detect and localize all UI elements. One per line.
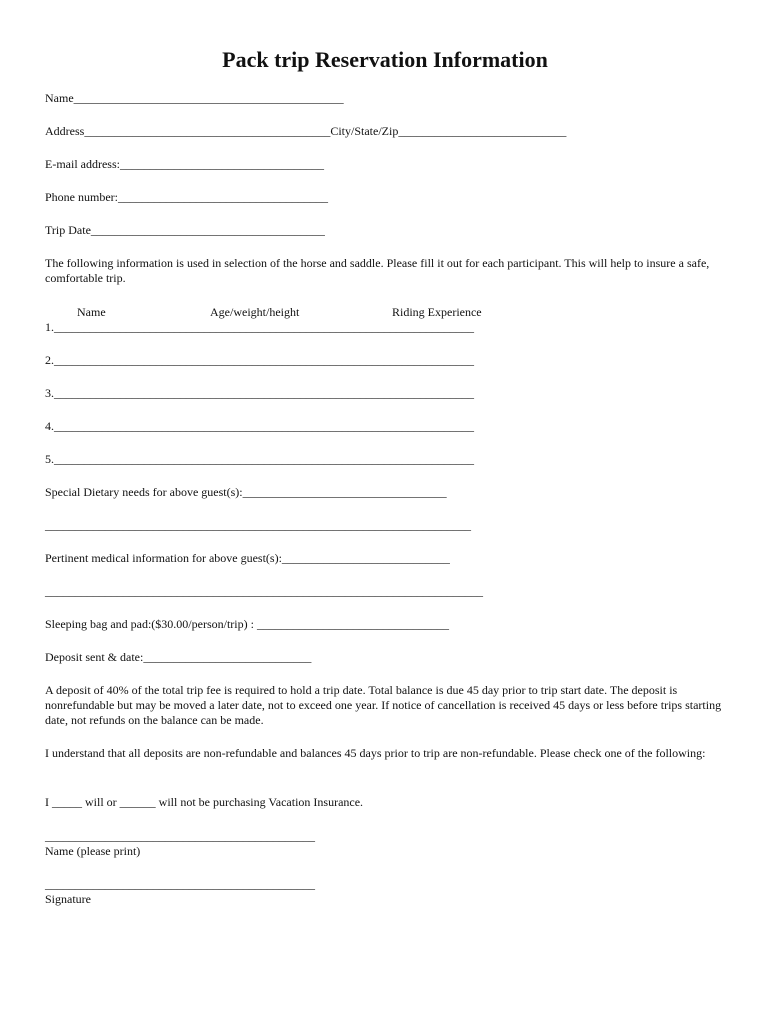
dietary-needs-extra-line[interactable]: _______________________________________________________________________ [45,518,471,532]
participant-row-3[interactable]: 3.______________________________________________________________________ [45,386,474,400]
form-title: Pack trip Reservation Information [222,47,548,72]
participant-row-5[interactable]: 5.______________________________________________________________________ [45,452,474,466]
participant-row-2[interactable]: 2.______________________________________________________________________ [45,353,474,367]
header-riding-experience: Riding Experience [392,305,482,319]
insurance-choice-line[interactable]: I _____ will or ______ will not be purchasing Vacation Insurance. [45,795,364,809]
sleeping-bag-field[interactable]: Sleeping bag and pad:($30.00/person/trip) : ________________________________ [45,617,449,631]
name-print-blank[interactable]: _____________________________________________ [45,829,315,843]
medical-info-extra-line[interactable]: _________________________________________________________________________ [45,584,483,598]
name-field[interactable]: Name_____________________________________________ [45,91,344,105]
signature-blank[interactable]: _____________________________________________ [45,877,315,891]
participant-row-1[interactable]: 1.______________________________________________________________________ [45,320,474,334]
trip-date-field[interactable]: Trip Date_______________________________________ [45,223,325,237]
nonrefundable-text: I understand that all deposits are non-refundable and balances 45 days prior to trip are non-refundable. Please check one of the following: [45,746,706,760]
deposit-policy-text: A deposit of 40% of the total trip fee is required to hold a trip date. Total balance is due 45 day prior to trip start date. The deposit is nonrefundable but may be moved a later date, not to exceed one year. If notice of cancellation is received 45 days or less before trips starting date, not refunds on the balance can be made. [45,683,722,727]
medical-info-field[interactable]: Pertinent medical information for above guest(s):____________________________ [45,551,450,565]
address-field[interactable]: Address_________________________________________City/State/Zip____________________________ [45,124,567,138]
name-print-label: Name (please print) [45,844,141,858]
dietary-needs-field[interactable]: Special Dietary needs for above guest(s):__________________________________ [45,485,447,499]
header-name: Name [77,305,106,319]
email-field[interactable]: E-mail address:__________________________________ [45,157,324,171]
intro-text: The following information is used in selection of the horse and saddle. Please fill it out for each participant. This will help to insure a safe, comfortable trip. [45,256,710,285]
header-age-weight-height: Age/weight/height [210,305,300,319]
participant-row-4[interactable]: 4.______________________________________________________________________ [45,419,474,433]
signature-label: Signature [45,892,91,906]
phone-field[interactable]: Phone number:___________________________________ [45,190,328,204]
deposit-field[interactable]: Deposit sent & date:____________________________ [45,650,312,664]
